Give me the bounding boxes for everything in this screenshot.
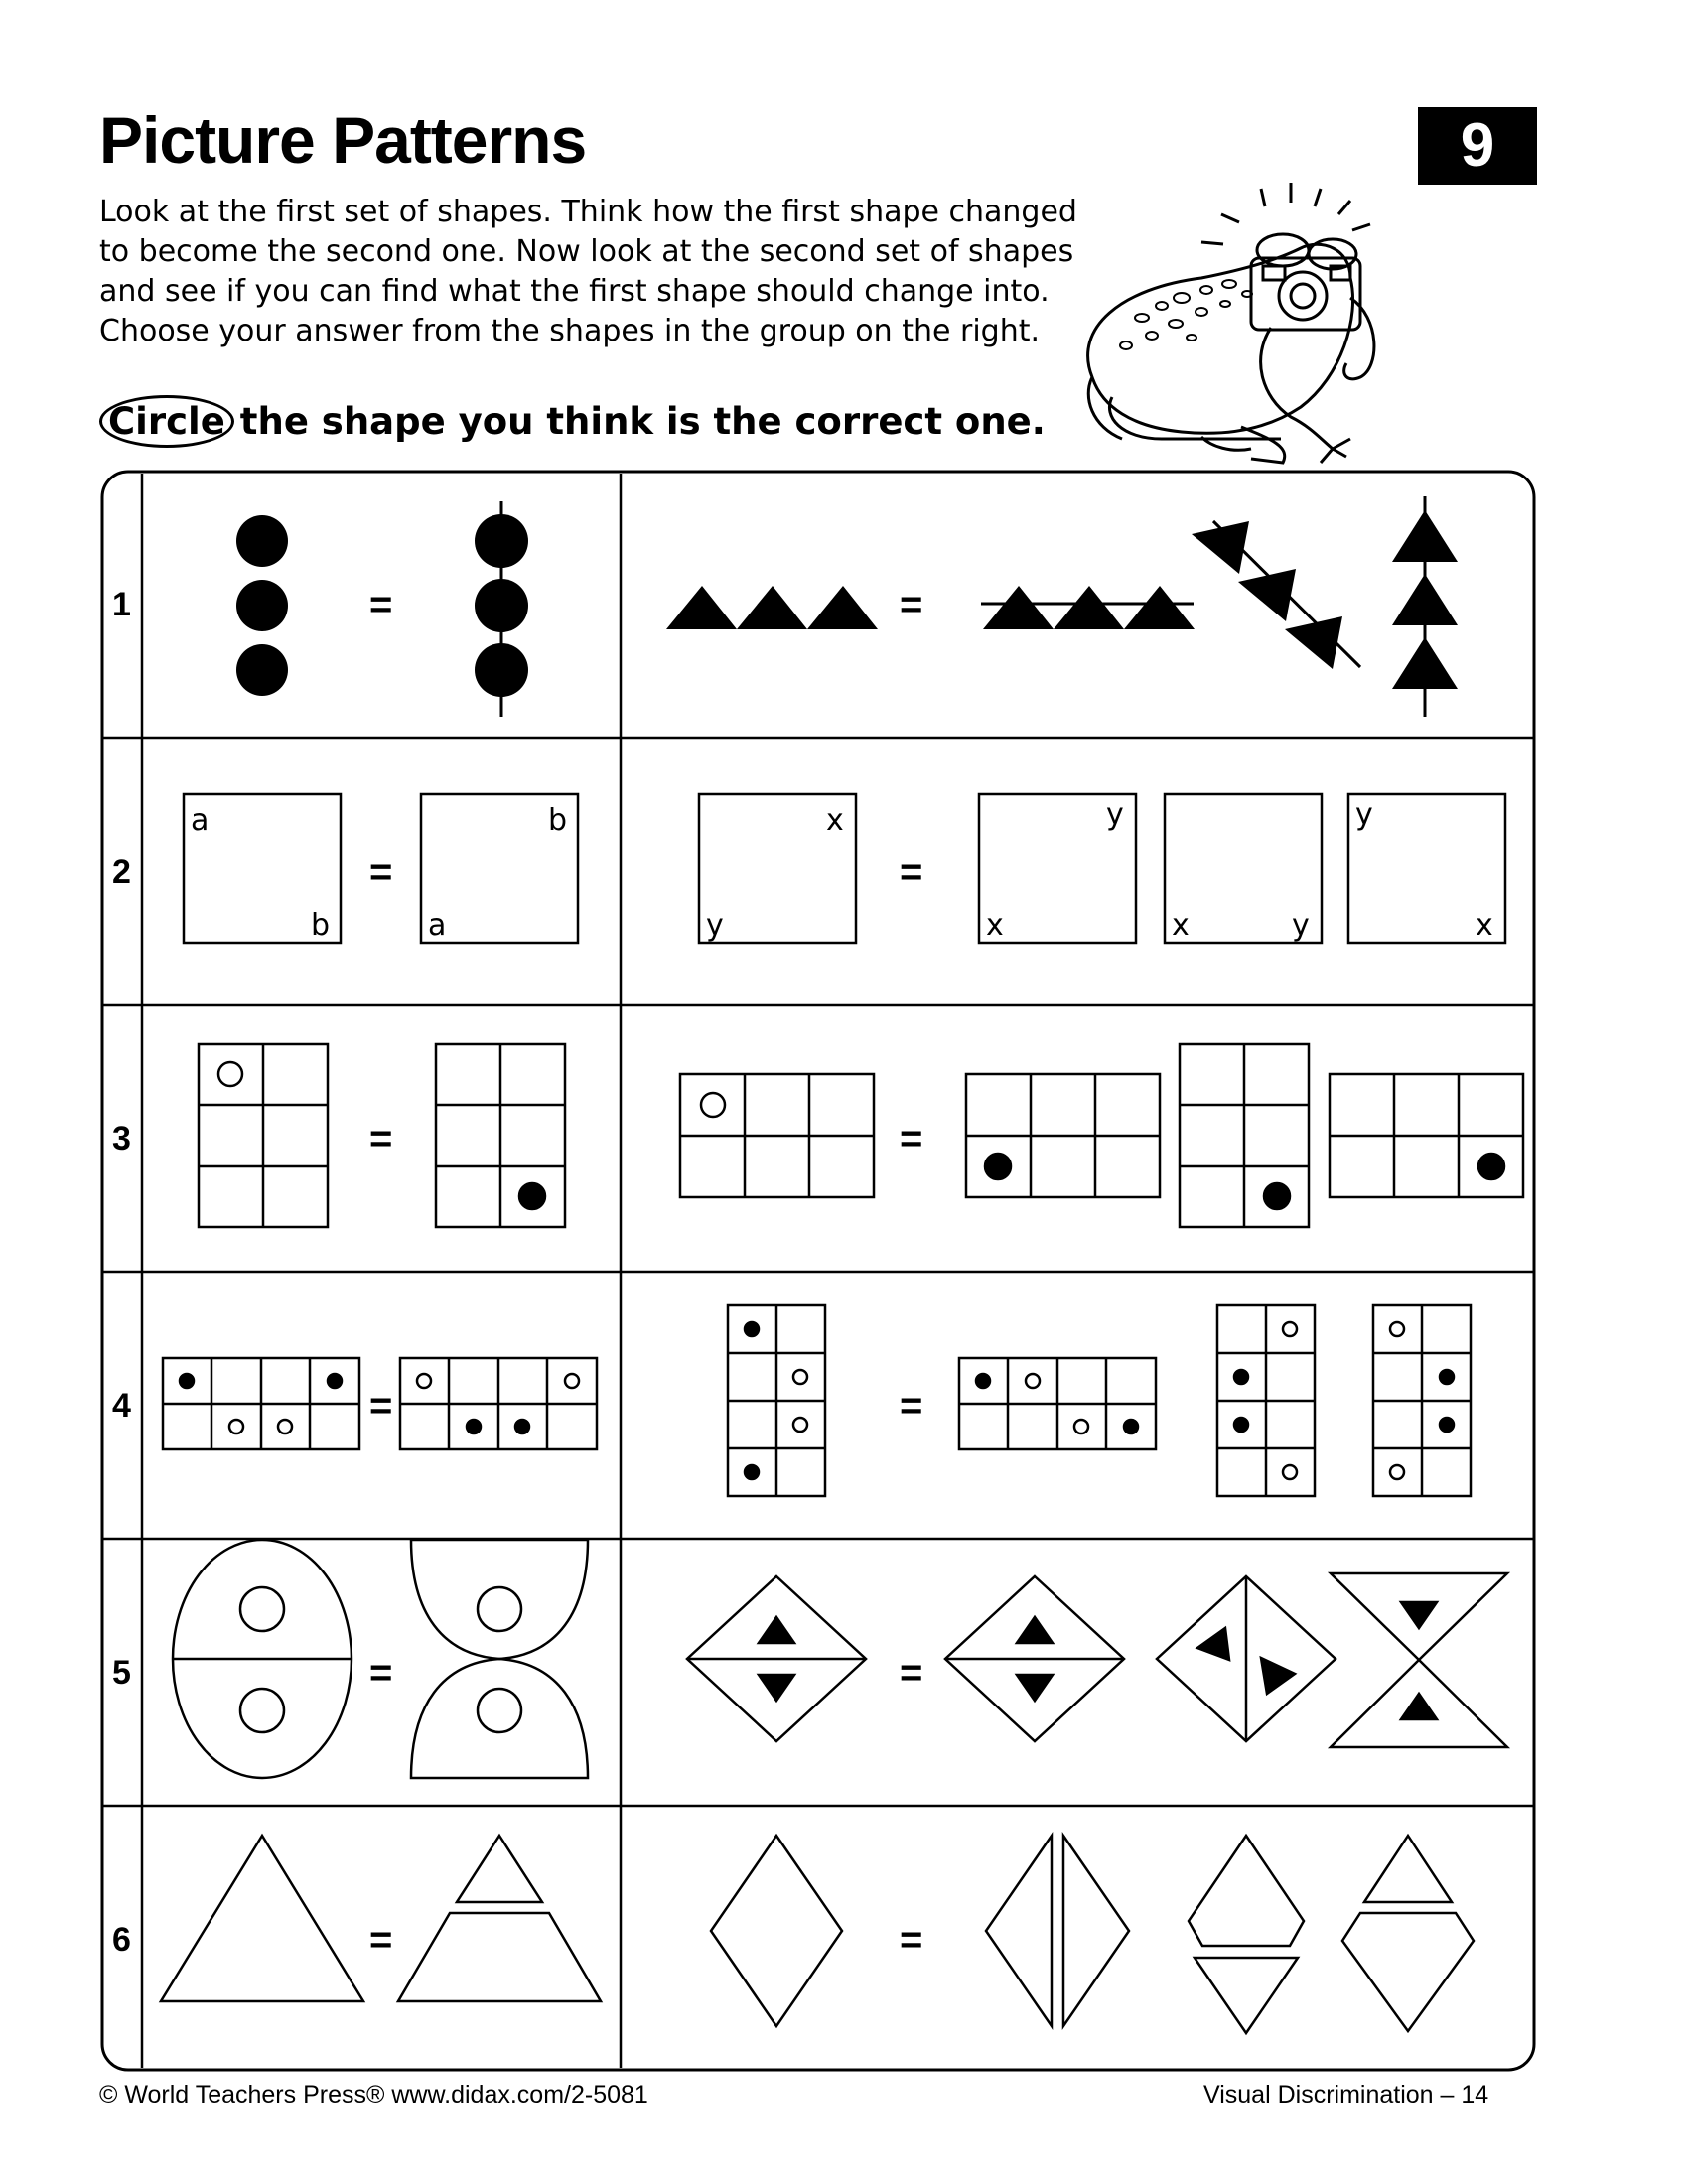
row5-choice-a[interactable] (945, 1576, 1124, 1741)
row5-puzzle-first (687, 1576, 866, 1741)
corner-letter: x (986, 908, 1004, 943)
equals-sign: = (369, 1384, 393, 1428)
equals-sign: = (900, 1651, 923, 1695)
corner-letter: a (428, 908, 447, 943)
equals-sign: = (900, 583, 923, 626)
row-label: 2 (112, 853, 131, 890)
row3-example-first (199, 1044, 328, 1227)
row5-example-second (411, 1540, 588, 1778)
footer-page-ref: Visual Discrimination – 14 (1203, 2081, 1489, 2109)
row3-choice-a[interactable] (966, 1074, 1160, 1197)
equals-sign: = (369, 850, 393, 893)
circle-instruction-text: the shape you think is the correct one. (239, 400, 1046, 443)
page-title: Picture Patterns (99, 103, 587, 177)
row5-choice-c[interactable] (1331, 1573, 1507, 1747)
equals-sign: = (369, 1918, 393, 1962)
corner-letter: x (1172, 908, 1190, 943)
equals-sign: = (369, 583, 393, 626)
row4-choice-b[interactable] (1217, 1305, 1315, 1496)
equals-sign: = (900, 850, 923, 893)
row1-choice-b[interactable] (1192, 521, 1360, 669)
circled-word: Circle (99, 395, 234, 448)
row4-choice-c[interactable] (1373, 1305, 1471, 1496)
row3-puzzle-first (680, 1074, 874, 1197)
row4-example-second (400, 1358, 597, 1449)
corner-letter: y (1106, 797, 1124, 832)
footer-publisher: © World Teachers Press® www.didax.com/2-5081 (99, 2081, 648, 2109)
row5-choice-b[interactable] (1157, 1576, 1336, 1741)
row1-choice-a[interactable] (981, 586, 1195, 629)
row-label: 1 (112, 586, 131, 623)
corner-letter: x (826, 803, 844, 838)
row6-example-first (161, 1836, 363, 2001)
row-label: 3 (112, 1120, 131, 1158)
corner-letter: a (191, 803, 210, 838)
equals-sign: = (900, 1918, 923, 1962)
row1-choice-c[interactable] (1392, 496, 1458, 717)
row1-puzzle-first (666, 586, 878, 629)
row4-choice-a[interactable] (959, 1358, 1156, 1449)
corner-letter: y (1355, 797, 1373, 832)
instruction-line: Look at the first set of shapes. Think how the first shape changed (99, 195, 1077, 229)
row-label: 4 (112, 1387, 131, 1425)
row4-puzzle-first (728, 1305, 825, 1496)
equals-sign: = (900, 1117, 923, 1160)
corner-letter: b (548, 803, 568, 838)
row-label: 6 (112, 1921, 131, 1959)
row1-example-first (236, 515, 288, 696)
row3-choice-c[interactable] (1330, 1074, 1523, 1197)
row3-example-second (436, 1044, 565, 1227)
equals-sign: = (900, 1384, 923, 1428)
equals-sign: = (369, 1117, 393, 1160)
row6-example-second (398, 1836, 601, 2001)
row4-example-first (163, 1358, 359, 1449)
row6-choice-b[interactable] (1189, 1836, 1304, 2033)
page-number-badge: 9 (1418, 107, 1537, 185)
row-label: 5 (112, 1654, 131, 1692)
row6-choice-a[interactable] (986, 1836, 1129, 2026)
instruction-line: Choose your answer from the shapes in the group on the right. (99, 314, 1041, 348)
row6-puzzle-first (711, 1836, 842, 2026)
corner-letter: x (1476, 908, 1493, 943)
row6-choice-c[interactable] (1342, 1836, 1474, 2031)
row1-example-second (475, 501, 528, 717)
row5-example-first (173, 1540, 352, 1778)
corner-letter: b (311, 908, 331, 943)
equals-sign: = (369, 1651, 393, 1695)
row3-choice-b[interactable] (1180, 1044, 1309, 1227)
corner-letter: y (1292, 908, 1310, 943)
instruction-line: and see if you can find what the first shape should change into. (99, 274, 1050, 309)
corner-letter: y (706, 908, 724, 943)
instruction-line: to become the second one. Now look at the second set of shapes (99, 234, 1074, 269)
